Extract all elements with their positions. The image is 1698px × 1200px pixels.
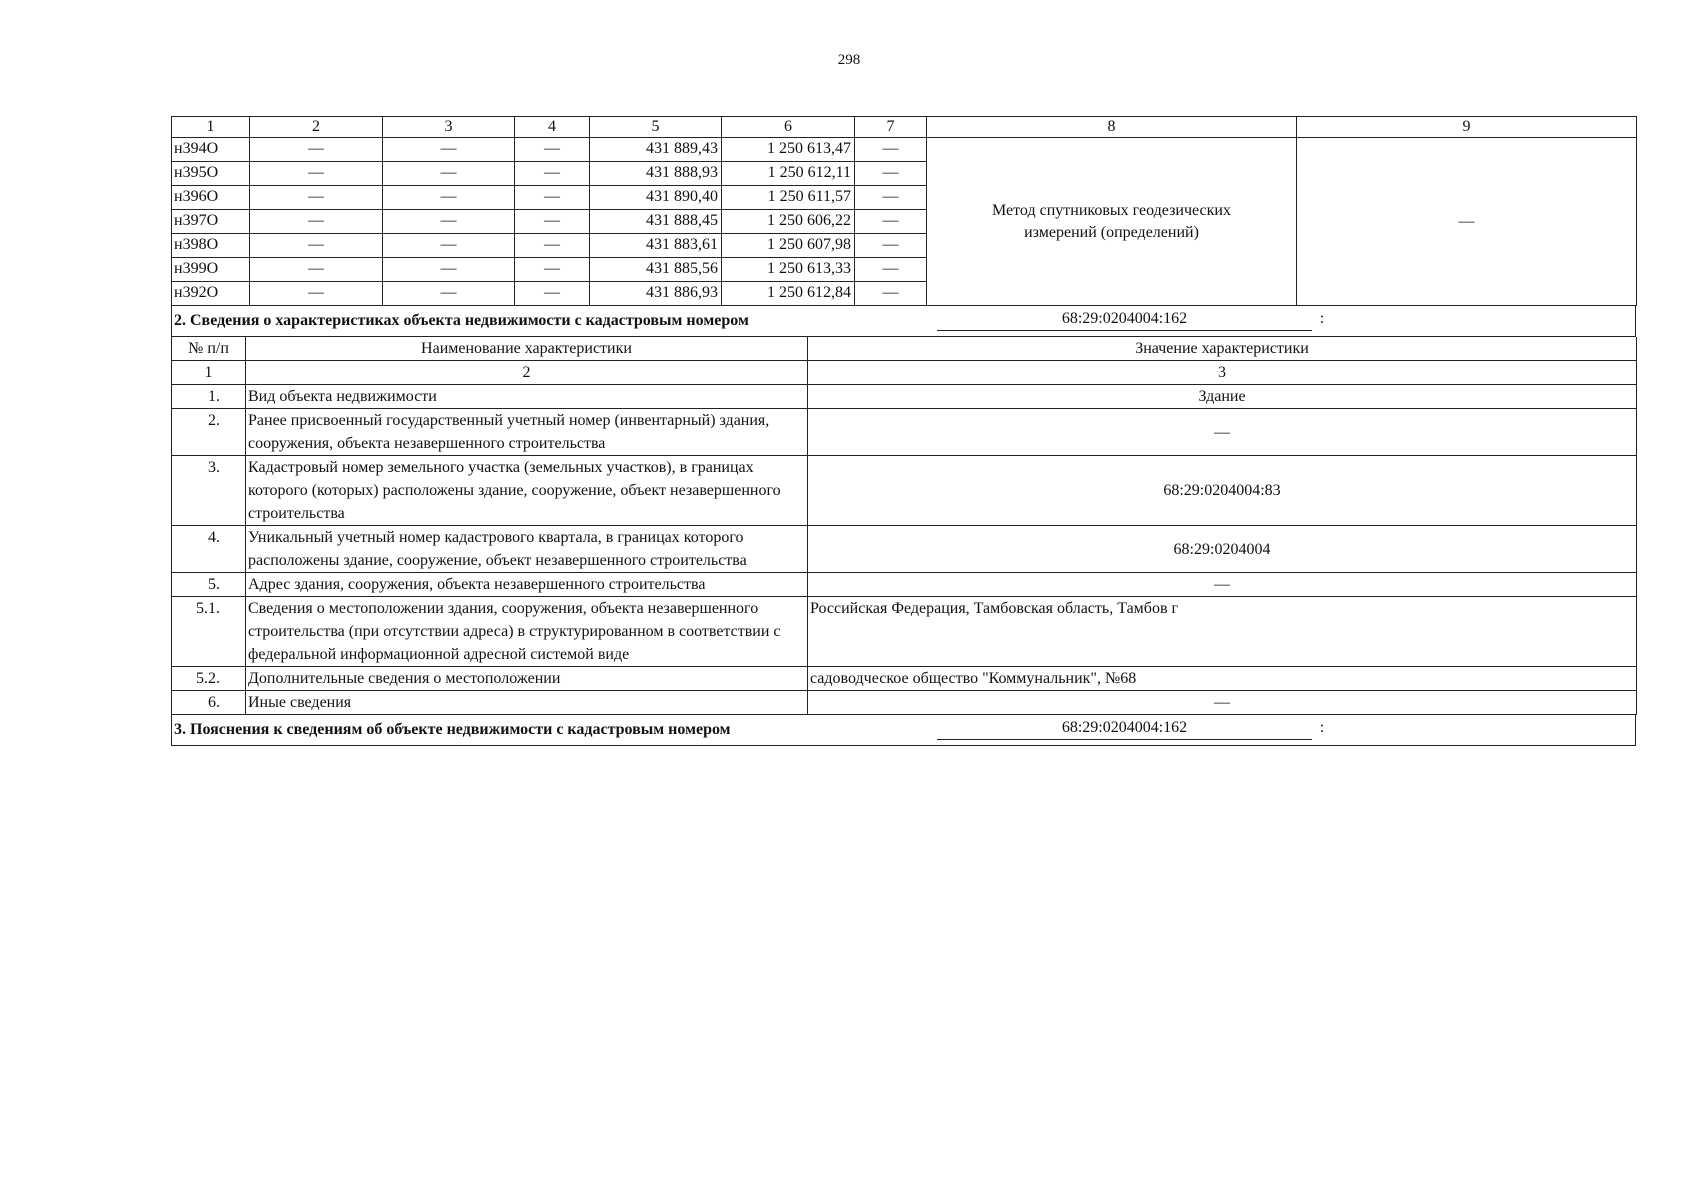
section3-heading — [171, 715, 1636, 746]
col-header: 6 — [722, 117, 855, 138]
cell: — — [383, 258, 515, 282]
cell: — — [855, 210, 927, 234]
characteristic-value: 68:29:0204004:83 — [808, 456, 1637, 526]
col-header: Наименование характеристики — [246, 337, 808, 361]
cell: — — [855, 186, 927, 210]
point-id: н395О — [172, 162, 250, 186]
table-row — [172, 385, 1637, 409]
characteristic-name: Вид объекта недвижимости — [246, 385, 808, 409]
col-header: 1 — [172, 117, 250, 138]
table-row — [172, 573, 1637, 597]
row-number: 6. — [172, 691, 246, 715]
point-id: н399О — [172, 258, 250, 282]
col-header: 4 — [515, 117, 590, 138]
cell: — — [383, 186, 515, 210]
cell: — — [383, 210, 515, 234]
col-header: 5 — [590, 117, 722, 138]
table-row — [172, 409, 1637, 456]
section2-heading — [171, 306, 1636, 337]
coord-x: 431 888,93 — [590, 162, 722, 186]
table-row — [172, 526, 1637, 573]
characteristics-table — [171, 337, 1637, 715]
coord-x: 431 886,93 — [590, 282, 722, 306]
col-number: 1 — [172, 361, 246, 385]
characteristic-name: Адрес здания, сооружения, объекта незавершенного строительства — [246, 573, 808, 597]
section2-cadastral-number: 68:29:0204004:162 — [937, 308, 1312, 331]
characteristic-name: Сведения о местоположении здания, сооружения, объекта незавершенного строительства (при отсутствии адреса) в структурированном в соответствии с федеральной информационной адресной системой виде — [246, 597, 808, 667]
cell: — — [250, 186, 383, 210]
col-number: 2 — [246, 361, 808, 385]
coord-x: 431 890,40 — [590, 186, 722, 210]
coord-y: 1 250 613,47 — [722, 138, 855, 162]
row-number: 1. — [172, 385, 246, 409]
cell: — — [515, 234, 590, 258]
row-number: 5.2. — [172, 667, 246, 691]
cell: — — [383, 162, 515, 186]
point-id: н394О — [172, 138, 250, 162]
cell: — — [250, 138, 383, 162]
cell: — — [250, 258, 383, 282]
column-number-row — [172, 361, 1637, 385]
table-row — [172, 691, 1637, 715]
point-id: н396О — [172, 186, 250, 210]
table-row — [172, 138, 1637, 162]
cell: — — [383, 138, 515, 162]
col-header: Значение характеристики — [808, 337, 1637, 361]
characteristic-value: — — [808, 409, 1637, 456]
coord-y: 1 250 613,33 — [722, 258, 855, 282]
point-id: н392О — [172, 282, 250, 306]
coord-y: 1 250 612,11 — [722, 162, 855, 186]
cell: — — [855, 258, 927, 282]
method-cell: Метод спутниковых геодезических измерений (определений) — [927, 138, 1297, 306]
characteristic-name: Уникальный учетный номер кадастрового квартала, в границах которого расположены здание, сооружение, объект незавершенного строительства — [246, 526, 808, 573]
coord-x: 431 889,43 — [590, 138, 722, 162]
cell: — — [250, 210, 383, 234]
cell: — — [383, 234, 515, 258]
section3-cadastral-number: 68:29:0204004:162 — [937, 717, 1312, 740]
table-row — [172, 597, 1637, 667]
characteristic-value: Российская Федерация, Тамбовская область, Тамбов г — [808, 597, 1637, 667]
coord-y: 1 250 606,22 — [722, 210, 855, 234]
point-id: н398О — [172, 234, 250, 258]
characteristic-name: Кадастровый номер земельного участка (земельных участков), в границах которого (которых) расположены здание, сооружение, объект незавершенного строительства — [246, 456, 808, 526]
characteristic-value: Здание — [808, 385, 1637, 409]
cell: — — [855, 282, 927, 306]
cell: — — [250, 282, 383, 306]
cell: — — [855, 234, 927, 258]
section3-title: 3. Пояснения к сведениям об объекте недвижимости с кадастровым номером — [174, 721, 731, 738]
coord-y: 1 250 611,57 — [722, 186, 855, 210]
row-number: 4. — [172, 526, 246, 573]
coord-y: 1 250 607,98 — [722, 234, 855, 258]
col-header: 7 — [855, 117, 927, 138]
table-row — [172, 667, 1637, 691]
cell: — — [855, 138, 927, 162]
coord-x: 431 888,45 — [590, 210, 722, 234]
coord-y: 1 250 612,84 — [722, 282, 855, 306]
characteristic-value: — — [808, 691, 1637, 715]
cell: — — [250, 162, 383, 186]
coord-x: 431 885,56 — [590, 258, 722, 282]
cell: — — [515, 210, 590, 234]
point-id: н397О — [172, 210, 250, 234]
coord-x: 431 883,61 — [590, 234, 722, 258]
coordinates-table — [171, 116, 1637, 306]
row-number: 5.1. — [172, 597, 246, 667]
cell: — — [515, 138, 590, 162]
row-number: 5. — [172, 573, 246, 597]
cell: — — [855, 162, 927, 186]
characteristic-name: Ранее присвоенный государственный учетный номер (инвентарный) здания, сооружения, объекта незавершенного строительства — [246, 409, 808, 456]
row-number: 3. — [172, 456, 246, 526]
cell: — — [383, 282, 515, 306]
characteristics-header-row — [172, 337, 1637, 361]
col-header: № п/п — [172, 337, 246, 361]
col-number: 3 — [808, 361, 1637, 385]
section2-colon: : — [1319, 310, 1325, 327]
col-header: 2 — [250, 117, 383, 138]
characteristic-value: — — [808, 573, 1637, 597]
col9-cell: — — [1297, 138, 1637, 306]
col-header: 3 — [383, 117, 515, 138]
table-row — [172, 456, 1637, 526]
cell: — — [515, 186, 590, 210]
cell: — — [515, 282, 590, 306]
characteristic-name: Дополнительные сведения о местоположении — [246, 667, 808, 691]
section2-title: 2. Сведения о характеристиках объекта недвижимости с кадастровым номером — [174, 312, 749, 329]
page-number: 298 — [837, 52, 861, 68]
document-sheet — [171, 116, 1636, 746]
row-number: 2. — [172, 409, 246, 456]
section3-colon: : — [1319, 719, 1325, 736]
characteristic-value: 68:29:0204004 — [808, 526, 1637, 573]
col-header: 9 — [1297, 117, 1637, 138]
coordinates-header-row — [172, 117, 1637, 138]
col-header: 8 — [927, 117, 1297, 138]
cell: — — [515, 162, 590, 186]
characteristic-name: Иные сведения — [246, 691, 808, 715]
cell: — — [250, 234, 383, 258]
characteristic-value: садоводческое общество "Коммунальник", №68 — [808, 667, 1637, 691]
cell: — — [515, 258, 590, 282]
